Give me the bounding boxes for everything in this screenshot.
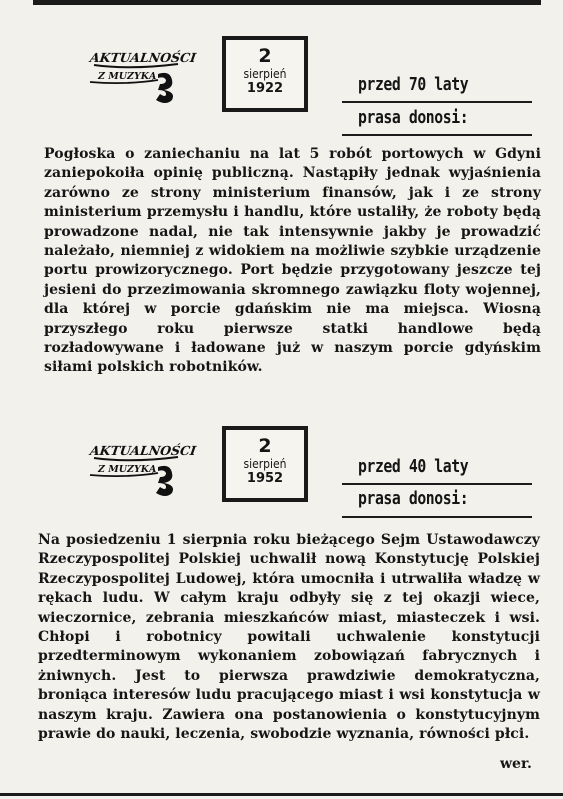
article-body: Pogłoska o zaniechaniu na lat 5 robót portowych w Gdyni zaniepokoiła opinię publiczną. Nastąpiły jednak wyjaśnienia zarówno ze strony ministerium finansów, jak i ze strony ministerium przemysłu i handlu, które ustaliły, że roboty będą prowadzone nadal, nie tak intensywnie jakby je prowadzić należało, niemniej z widokiem na możliwie szybkie urządzenie portu prowizorycznego. Port będzie przygotowany jeszcze tej jesieni do przezimowania skromnego zawiązku floty wojennej, dla której w porcie gdańskim nie ma miejsca. Wiosną przyszłego roku pierwsze statki handlowe będą rozładowywane i ładowane już w naszym porcie gdyńskim siłami polskich robotników. xyxy=(44,146,541,376)
headline-rule xyxy=(342,483,532,485)
date-day: 2 xyxy=(258,435,272,457)
music-note-icon xyxy=(156,466,173,496)
date-month: sierpień xyxy=(243,67,287,81)
date-year: 1952 xyxy=(246,471,284,486)
headline-years-ago: przed 70 laty xyxy=(358,74,469,95)
headline-rule-bottom xyxy=(342,516,532,518)
author-signature: wer. xyxy=(500,756,532,772)
date-day: 2 xyxy=(258,45,272,67)
date-month: sierpień xyxy=(243,457,287,471)
aktualnosci-logo xyxy=(86,44,198,104)
logo-graphic xyxy=(86,437,198,499)
headline-rule-bottom xyxy=(342,134,532,136)
logo-subtitle: Z MUZYKĄ xyxy=(98,71,157,82)
headline-rule xyxy=(342,101,532,103)
logo-title: AKTUALNOŚCI xyxy=(89,443,198,458)
top-border xyxy=(33,0,541,5)
logo-title: AKTUALNOŚCI xyxy=(89,50,198,65)
bottom-border xyxy=(0,793,563,796)
logo-graphic xyxy=(86,44,198,106)
date-box xyxy=(222,36,308,112)
article-body: Na posiedzeniu 1 sierpnia roku bieżącego Sejm Ustawodawczy Rzeczypospolitej Polskiej uchwalił nową Konstytucję Polskiej Rzeczypospolitej Ludowej, która umocniła i utrwaliła władzę w rękach ludu. W całym kraju odbyły się z tej okazji wiece, wieczornice, zebrania mieszkańców miast, miasteczek i wsi. Chłopi i robotnicy powitali uchwalenie konstytucji przedterminowym wykonaniem zobowiązań fabrycznych i żniwnych. Jest to pierwsza prawdziwie demokratyczna, broniąca interesów ludu pracującego miast i wsi konstytucja w naszym kraju. Zawiera ona postanowienia o konstytucyjnym prawie do nauki, leczenia, swobodzie wyznania, równości płci. xyxy=(38,532,540,743)
headline-press-reports: prasa donosi: xyxy=(358,488,469,509)
logo-subtitle: Z MUZYKĄ xyxy=(98,464,157,475)
aktualnosci-logo xyxy=(86,437,198,497)
headline-press-reports: prasa donosi: xyxy=(358,107,469,128)
date-box xyxy=(222,426,308,502)
date-year: 1922 xyxy=(246,81,284,96)
headline-years-ago: przed 40 laty xyxy=(358,456,469,477)
music-note-icon xyxy=(156,73,173,103)
